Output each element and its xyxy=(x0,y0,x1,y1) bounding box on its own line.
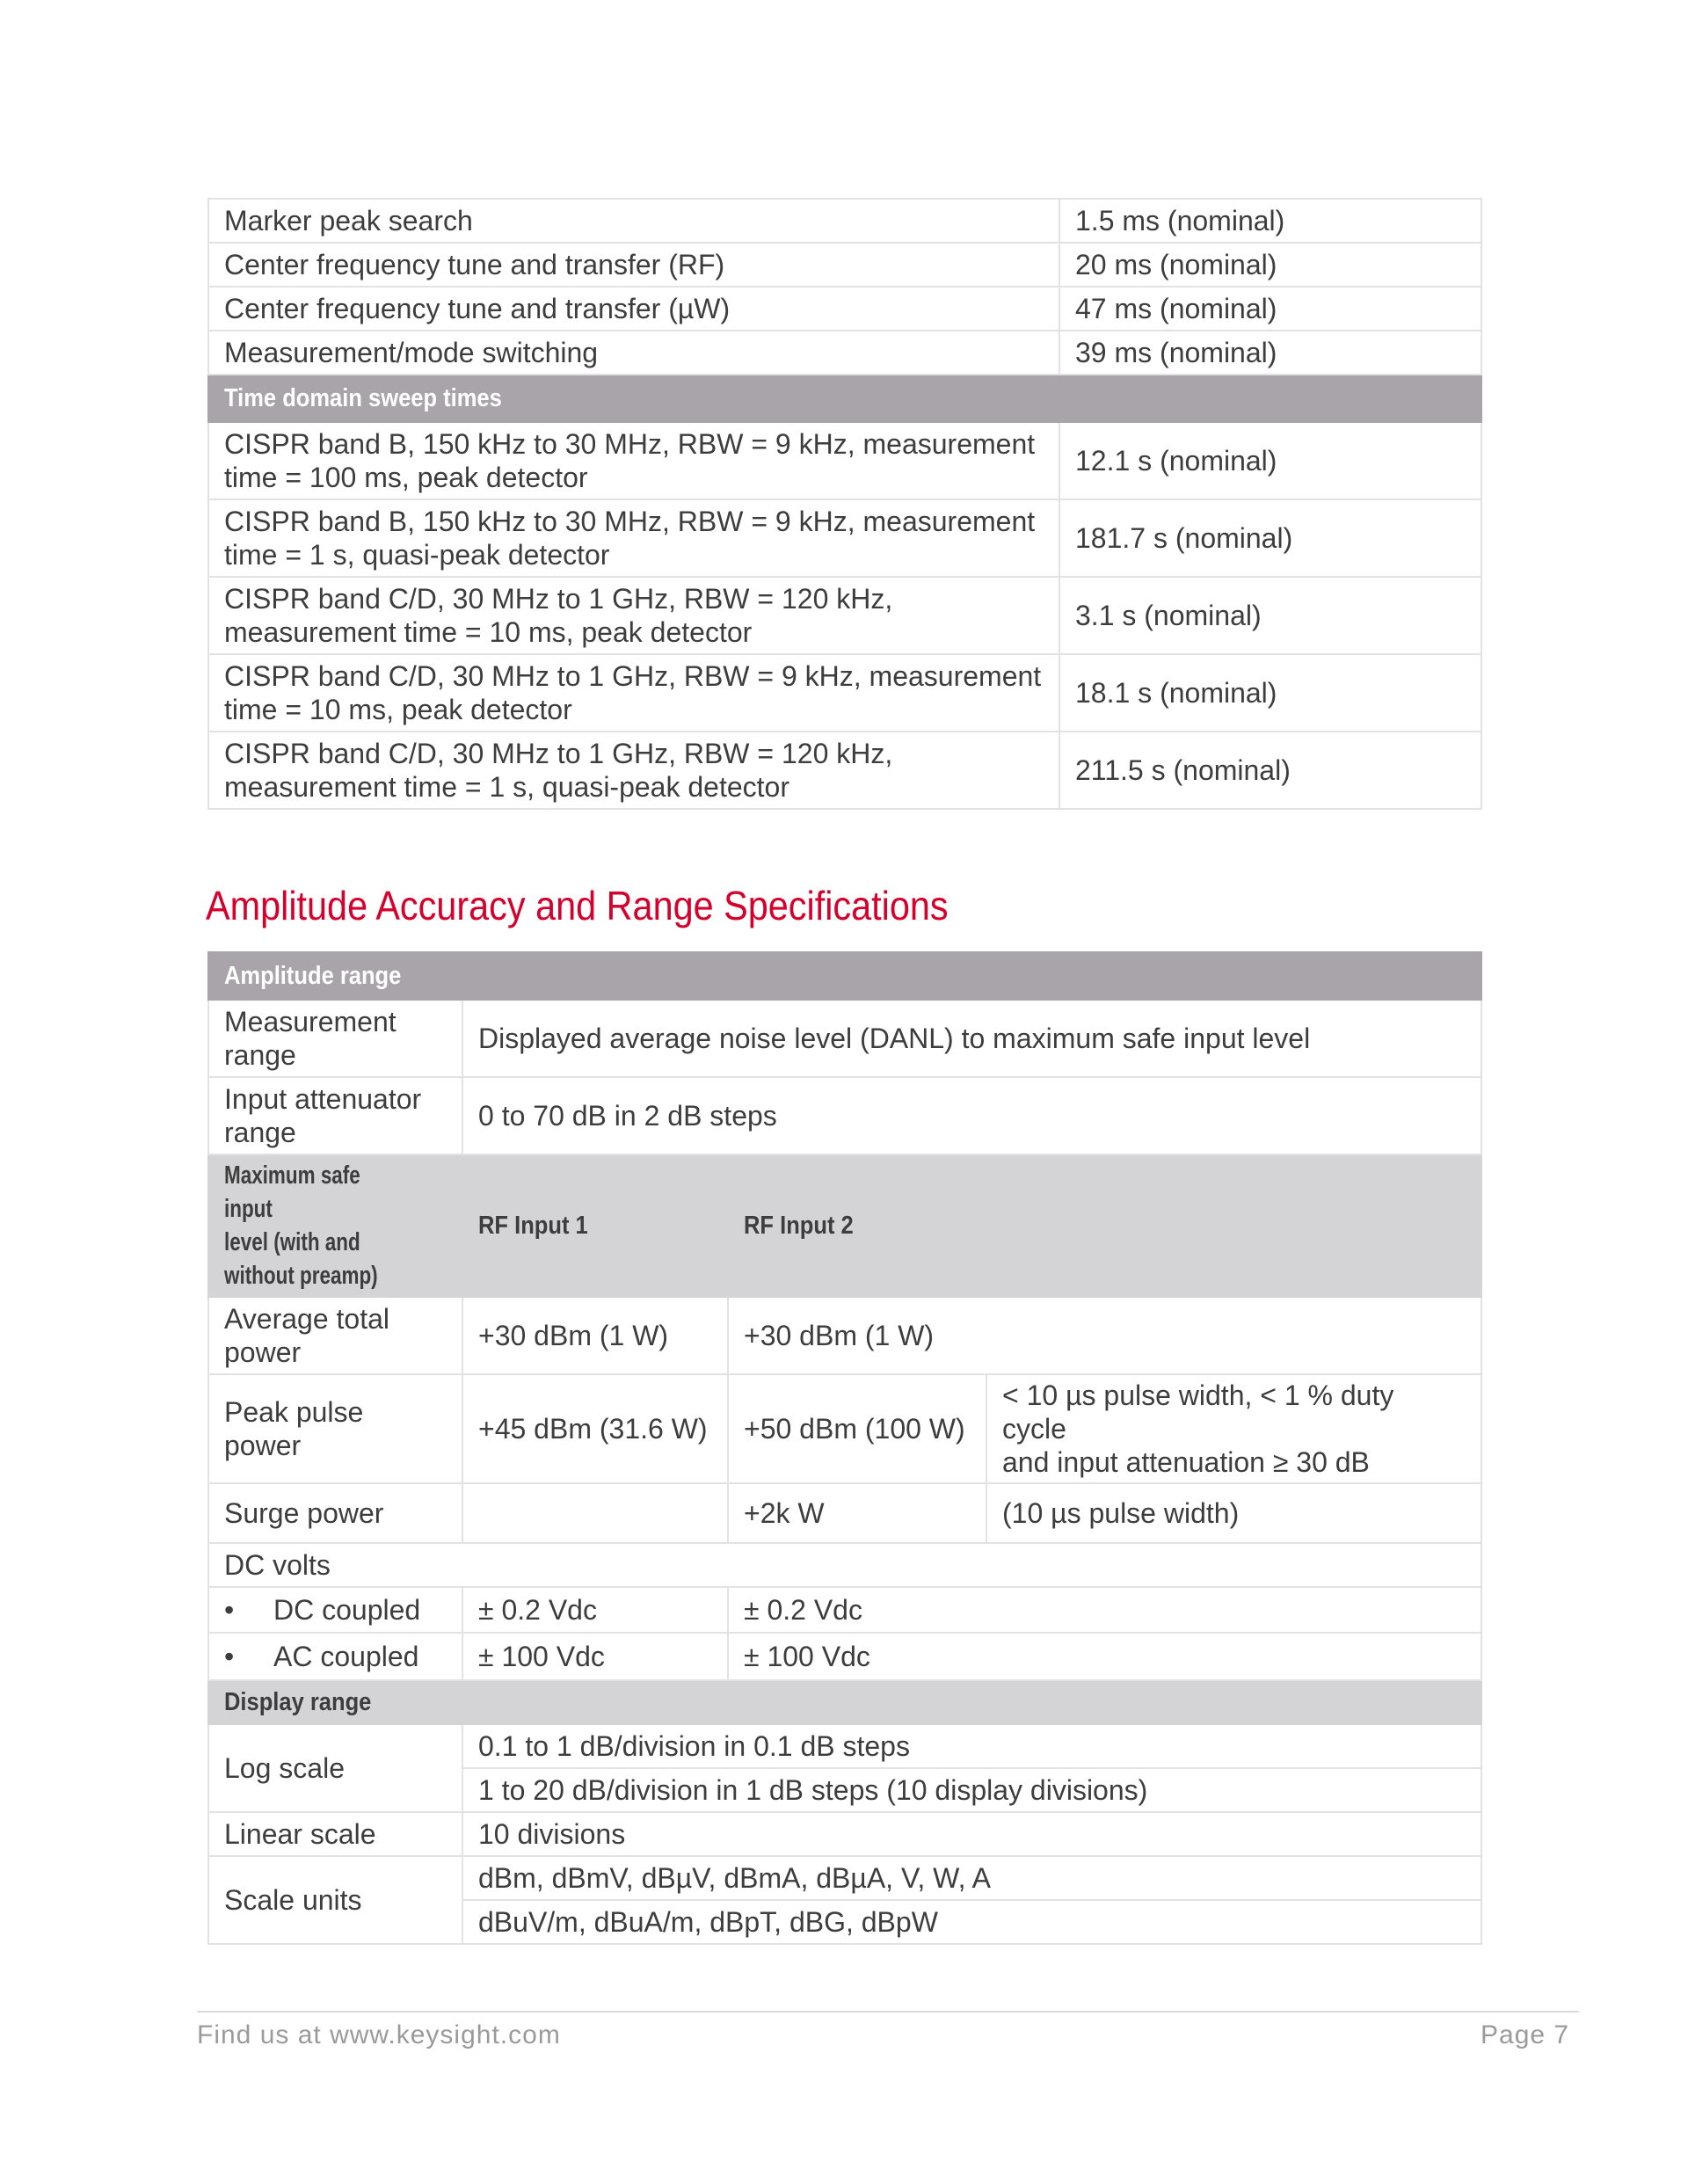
label-line: range xyxy=(224,1039,296,1071)
row-label: Marker peak search xyxy=(208,199,1059,243)
max-safe-input-header xyxy=(208,1154,462,1297)
row-label xyxy=(208,422,1059,499)
row-label: Center frequency tune and transfer (RF) xyxy=(208,243,1059,287)
sweep-times-header xyxy=(208,375,1481,422)
rf2-value: +30 dBm (1 W) xyxy=(728,1297,1481,1374)
row-value: dBuV/m, dBuA/m, dBpT, dBG, dBpW xyxy=(462,1900,1481,1944)
row-label: Log scale xyxy=(208,1724,462,1812)
label-line: Measurement xyxy=(224,1006,397,1037)
row-label: Surge power xyxy=(208,1483,462,1543)
rf-input-1-header xyxy=(462,1154,728,1297)
row-value: 20 ms (nominal) xyxy=(1059,243,1481,287)
table-row xyxy=(208,1856,1481,1900)
row-value: 39 ms (nominal) xyxy=(1059,331,1481,375)
row-value: 1.5 ms (nominal) xyxy=(1059,199,1481,243)
row-value: dBm, dBmV, dBµV, dBmA, dBµA, V, W, A xyxy=(462,1856,1481,1900)
label-line: < 10 µs pulse width, < 1 % duty cycle xyxy=(1002,1380,1394,1445)
bullet-icon: • xyxy=(224,1641,235,1672)
rf1-value: ± 0.2 Vdc xyxy=(462,1587,728,1633)
label-line: without preamp) xyxy=(224,1262,378,1290)
row-label: Scale units xyxy=(208,1856,462,1944)
rf1-value: ± 100 Vdc xyxy=(462,1633,728,1680)
row-label xyxy=(208,654,1059,732)
subheader-row xyxy=(208,1154,1481,1297)
rf1-value xyxy=(462,1483,728,1543)
row-value: 18.1 s (nominal) xyxy=(1059,654,1481,732)
label-line: time = 10 ms, peak detector xyxy=(224,694,572,725)
table-row xyxy=(208,1483,1481,1543)
label-line: CISPR band C/D, 30 MHz to 1 GHz, RBW = 120 kHz, xyxy=(224,738,893,769)
header-text: RF Input 1 xyxy=(478,1212,588,1240)
header-text: RF Input 2 xyxy=(744,1212,854,1240)
table-row xyxy=(208,1000,1481,1077)
label-line: CISPR band C/D, 30 MHz to 1 GHz, RBW = 120 kHz, xyxy=(224,583,893,615)
row-label xyxy=(208,1077,462,1154)
label-line: CISPR band B, 150 kHz to 30 MHz, RBW = 9 kHz, measurement xyxy=(224,428,1036,460)
row-label xyxy=(208,499,1059,577)
table-row xyxy=(208,422,1481,499)
label-line: level (with and xyxy=(224,1228,360,1256)
rf1-value: +45 dBm (31.6 W) xyxy=(462,1374,728,1483)
table-row xyxy=(208,287,1481,331)
row-value: 47 ms (nominal) xyxy=(1059,287,1481,331)
table-row xyxy=(208,1077,1481,1154)
footer-website: Find us at www.keysight.com xyxy=(197,2020,561,2049)
table-row xyxy=(208,499,1481,577)
table-row xyxy=(208,199,1481,243)
row-label: Linear scale xyxy=(208,1812,462,1856)
table-row xyxy=(208,1543,1481,1587)
label-line: measurement time = 10 ms, peak detector xyxy=(224,616,753,648)
row-label: Measurement/mode switching xyxy=(208,331,1059,375)
row-value: 1 to 20 dB/division in 1 dB steps (10 display divisions) xyxy=(462,1768,1481,1812)
label-line: Input attenuator xyxy=(224,1083,422,1115)
row-value: 181.7 s (nominal) xyxy=(1059,499,1481,577)
label-line: measurement time = 1 s, quasi-peak detector xyxy=(224,771,789,803)
row-value: 10 divisions xyxy=(462,1812,1481,1856)
row-value: 211.5 s (nominal) xyxy=(1059,732,1481,809)
row-value: 0 to 70 dB in 2 dB steps xyxy=(462,1077,1481,1154)
rf2-value: +50 dBm (100 W) xyxy=(728,1374,986,1483)
row-value: Displayed average noise level (DANL) to maximum safe input level xyxy=(462,1000,1481,1077)
table-row xyxy=(208,1812,1481,1856)
amplitude-range-header xyxy=(208,952,1481,1000)
table-row xyxy=(208,577,1481,654)
amplitude-table xyxy=(207,951,1482,1945)
table-row xyxy=(208,1374,1481,1483)
label-line: power xyxy=(224,1336,302,1368)
table-row xyxy=(208,1587,1481,1633)
label-line: and input attenuation ≥ 30 dB xyxy=(1002,1446,1370,1478)
label-line: CISPR band C/D, 30 MHz to 1 GHz, RBW = 9 kHz, measurement xyxy=(224,660,1042,692)
row-label xyxy=(208,1000,462,1077)
row-value: 12.1 s (nominal) xyxy=(1059,422,1481,499)
header-text: Amplitude range xyxy=(224,962,402,990)
rf2-value: +2k W xyxy=(728,1483,986,1543)
label-line: Average total xyxy=(224,1303,389,1335)
label-line: range xyxy=(224,1117,296,1148)
timing-table xyxy=(207,198,1482,810)
header-text: Time domain sweep times xyxy=(224,384,502,412)
label-text: AC coupled xyxy=(273,1641,419,1672)
bullet-icon: • xyxy=(224,1594,235,1626)
row-label: Center frequency tune and transfer (µW) xyxy=(208,287,1059,331)
rf-input-2-header xyxy=(728,1154,1481,1297)
table-row xyxy=(208,1633,1481,1680)
subheader-row xyxy=(208,1680,1481,1724)
row-label: DC volts xyxy=(208,1543,1481,1587)
note-value: (10 µs pulse width) xyxy=(986,1483,1481,1543)
rf2-value: ± 0.2 Vdc xyxy=(728,1587,1481,1633)
note-value xyxy=(986,1374,1481,1483)
section-header-row xyxy=(208,375,1481,422)
table-row xyxy=(208,654,1481,732)
footer-divider xyxy=(197,2011,1579,2013)
row-label xyxy=(208,1297,462,1374)
rf2-value: ± 100 Vdc xyxy=(728,1633,1481,1680)
row-label xyxy=(208,577,1059,654)
row-value: 3.1 s (nominal) xyxy=(1059,577,1481,654)
label-line: time = 1 s, quasi-peak detector xyxy=(224,539,610,571)
page-number: Page 7 xyxy=(1481,2020,1570,2049)
row-label: Peak pulse power xyxy=(208,1374,462,1483)
table-row xyxy=(208,1724,1481,1768)
label-line: Maximum safe input xyxy=(224,1161,360,1223)
row-label xyxy=(208,1633,462,1680)
header-text xyxy=(224,1159,420,1292)
rf1-value: +30 dBm (1 W) xyxy=(462,1297,728,1374)
section-title: Amplitude Accuracy and Range Specifications xyxy=(206,883,949,928)
label-line: time = 100 ms, peak detector xyxy=(224,462,588,493)
table-row xyxy=(208,1297,1481,1374)
row-label xyxy=(208,732,1059,809)
table-row xyxy=(208,732,1481,809)
table-row xyxy=(208,331,1481,375)
row-label xyxy=(208,1587,462,1633)
row-value: 0.1 to 1 dB/division in 0.1 dB steps xyxy=(462,1724,1481,1768)
header-text: Display range xyxy=(224,1688,372,1716)
label-line: CISPR band B, 150 kHz to 30 MHz, RBW = 9 kHz, measurement xyxy=(224,506,1036,537)
table-row xyxy=(208,243,1481,287)
label-text: DC coupled xyxy=(273,1594,421,1626)
section-header-row xyxy=(208,952,1481,1000)
display-range-header xyxy=(208,1680,1481,1724)
